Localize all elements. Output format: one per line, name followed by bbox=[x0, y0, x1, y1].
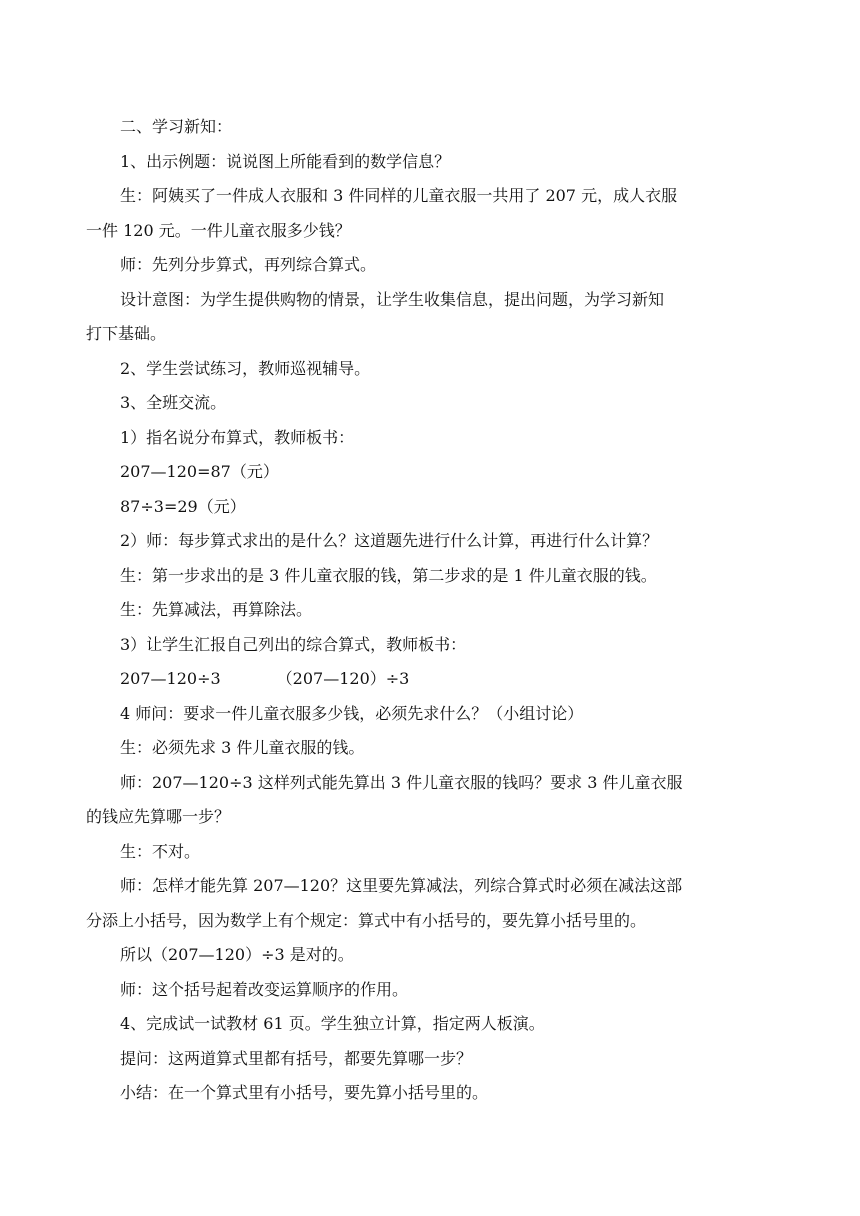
line-text: 分添上小括号，因为数学上有个规定：算式中有小括号的，要先算小括号里的。 bbox=[86, 910, 647, 930]
line-text: 提问：这两道算式里都有括号，都要先算哪一步？ bbox=[120, 1048, 473, 1068]
document-body bbox=[86, 110, 736, 1111]
line-text: 生：第一步求出的是 3 件儿童衣服的钱，第二步求的是 1 件儿童衣服的钱。 bbox=[120, 565, 657, 585]
text-line bbox=[86, 973, 736, 1008]
text-line bbox=[86, 559, 736, 594]
line-text: 师：怎样才能先算 207—120？这里要先算减法，列综合算式时必须在减法这部 bbox=[120, 876, 683, 895]
line-text: 2、学生尝试练习，教师巡视辅导。 bbox=[120, 358, 371, 378]
text-line bbox=[86, 904, 736, 939]
text-line bbox=[86, 455, 736, 490]
line-text: 生：必须先求 3 件儿童衣服的钱。 bbox=[120, 738, 365, 757]
text-line bbox=[86, 1007, 736, 1042]
text-line bbox=[86, 214, 736, 249]
text-line bbox=[86, 938, 736, 973]
text-line bbox=[86, 110, 736, 145]
line-text: 小结：在一个算式里有小括号，要先算小括号里的。 bbox=[120, 1083, 489, 1102]
text-line bbox=[86, 628, 736, 663]
text-line bbox=[86, 662, 736, 697]
line-text: 207—120=87（元） bbox=[120, 462, 279, 481]
line-text-second-formula: （207—120）÷3 bbox=[276, 669, 410, 688]
line-text: 2）师：每步算式求出的是什么？这道题先进行什么计算，再进行什么计算？ bbox=[120, 531, 659, 550]
line-text: 3）让学生汇报自己列出的综合算式，教师板书： bbox=[120, 634, 467, 654]
text-line bbox=[86, 248, 736, 283]
line-text: 的钱应先算哪一步？ bbox=[86, 807, 231, 826]
text-line bbox=[86, 1076, 736, 1111]
text-line bbox=[86, 317, 736, 352]
line-text: 生：不对。 bbox=[120, 841, 201, 861]
text-line bbox=[86, 800, 736, 835]
line-text: 一件 120 元。一件儿童衣服多少钱？ bbox=[86, 220, 351, 240]
text-line bbox=[86, 1042, 736, 1077]
text-line bbox=[86, 593, 736, 628]
text-line bbox=[86, 869, 736, 904]
text-line bbox=[86, 421, 736, 456]
line-text: 所以（207—120）÷3 是对的。 bbox=[120, 945, 354, 964]
text-line bbox=[86, 835, 736, 870]
line-text: 师：先列分步算式，再列综合算式。 bbox=[120, 255, 377, 274]
line-text: 1、出示例题：说说图上所能看到的数学信息？ bbox=[120, 151, 451, 171]
text-line bbox=[86, 490, 736, 525]
text-line bbox=[86, 731, 736, 766]
line-text: 打下基础。 bbox=[86, 324, 167, 343]
text-line bbox=[86, 352, 736, 387]
line-text: 4、完成试一试教材 61 页。学生独立计算，指定两人板演。 bbox=[120, 1014, 545, 1033]
text-line bbox=[86, 386, 736, 421]
line-text: 生：先算减法，再算除法。 bbox=[120, 600, 313, 619]
text-line bbox=[86, 283, 736, 318]
text-line bbox=[86, 524, 736, 559]
line-text: 87÷3=29（元） bbox=[120, 496, 246, 516]
line-text: 师：这个括号起着改变运算顺序的作用。 bbox=[120, 979, 409, 999]
line-text: 设计意图：为学生提供购物的情景，让学生收集信息，提出问题，为学习新知 bbox=[120, 289, 665, 309]
line-text: 3、全班交流。 bbox=[120, 393, 227, 412]
text-line bbox=[86, 145, 736, 180]
text-line bbox=[86, 766, 736, 801]
text-line bbox=[86, 697, 736, 732]
line-text: 207—120÷3 bbox=[120, 669, 221, 688]
text-line bbox=[86, 179, 736, 214]
line-text: 师：207—120÷3 这样列式能先算出 3 件儿童衣服的钱吗？要求 3 件儿童衣服 bbox=[120, 772, 683, 792]
line-text: 二、学习新知： bbox=[120, 117, 233, 136]
line-text: 4 师问：要求一件儿童衣服多少钱，必须先求什么？（小组讨论） bbox=[120, 703, 584, 723]
line-text: 生：阿姨买了一件成人衣服和 3 件同样的儿童衣服一共用了 207 元，成人衣服 bbox=[120, 186, 678, 205]
line-text: 1）指名说分布算式，教师板书： bbox=[120, 427, 355, 447]
